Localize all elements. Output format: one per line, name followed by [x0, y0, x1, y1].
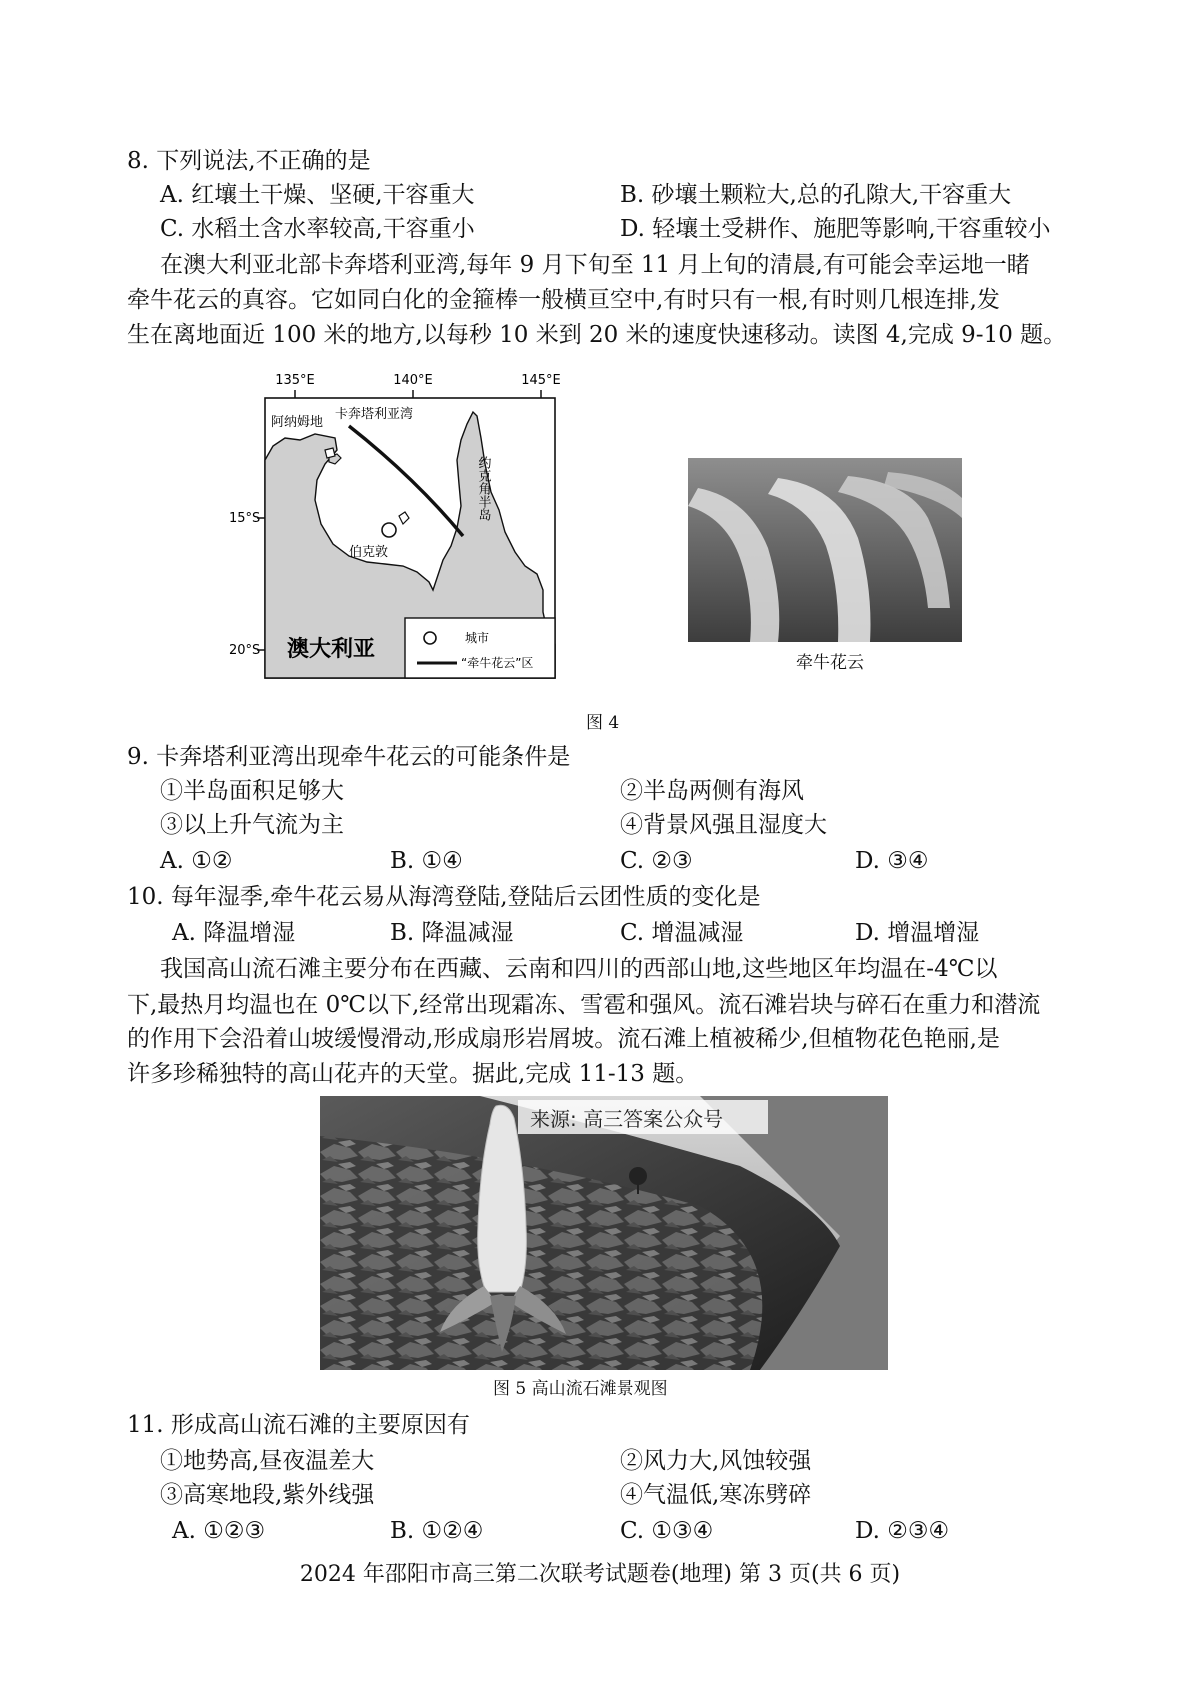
intro-9-10-line-3: 生在离地面近 100 米的地方,以每秒 10 米到 20 米的速度快速移动。读图 4,完成 9-10 题。	[127, 322, 1067, 348]
intro-11-13-line-4: 许多珍稀独特的高山花卉的天堂。据此,完成 11-13 题。	[127, 1061, 699, 1087]
q8-option-b: B. 砂壤土颗粒大,总的孔隙大,干容重大	[620, 182, 1012, 208]
map-label-cape	[476, 456, 492, 521]
map-lon-145: 145°E	[521, 373, 561, 388]
q11-item-3: ③高寒地段,紫外线强	[160, 1482, 375, 1508]
map-lat-15: 15°S	[229, 511, 261, 526]
q11-option-d: D. ②③④	[855, 1518, 950, 1544]
map-city-icon	[382, 523, 396, 537]
q8-option-c: C. 水稻土含水率较高,干容重小	[160, 216, 475, 242]
q9-stem: 9. 卡奔塔利亚湾出现牵牛花云的可能条件是	[127, 744, 571, 770]
q11-option-a: A. ①②③	[172, 1518, 266, 1544]
map-lon-135: 135°E	[275, 373, 315, 388]
q9-option-b: B. ①④	[390, 848, 463, 874]
figure5-scree-photo	[320, 1096, 888, 1370]
map-label-gulf: 卡奔塔利亚湾	[335, 407, 414, 422]
q8-stem: 8. 下列说法,不正确的是	[127, 148, 371, 174]
q9-item-2: ②半岛两侧有海风	[620, 778, 804, 804]
map-label-arnhem: 阿纳姆地	[271, 415, 324, 430]
map-label-australia: 澳大利亚	[287, 637, 376, 662]
page-footer: 2024 年邵阳市高三第二次联考试题卷(地理) 第 3 页(共 6 页)	[299, 1562, 901, 1587]
legend-city-label: 城市	[465, 631, 490, 645]
intro-11-13-line-1: 我国高山流石滩主要分布在西藏、云南和四川的西部山地,这些地区年均温在-4℃以	[160, 956, 998, 982]
q9-option-a: A. ①②	[160, 848, 233, 874]
map-lon-140: 140°E	[393, 373, 433, 388]
q9-item-1: ①半岛面积足够大	[160, 778, 344, 804]
q9-item-3: ③以上升气流为主	[160, 812, 344, 838]
intro-9-10-line-1: 在澳大利亚北部卡奔塔利亚湾,每年 9 月下旬至 11 月上旬的清晨,有可能会幸运地一睹	[160, 252, 1030, 278]
intro-9-10-line-2: 牵牛花云的真容。它如同白化的金箍棒一般横亘空中,有时只有一根,有时则几根连排,发	[127, 287, 1000, 313]
figure5-watermark: 来源: 高三答案公众号	[530, 1107, 724, 1131]
q10-option-c: C. 增温减湿	[620, 920, 744, 946]
q9-option-c: C. ②③	[620, 848, 693, 874]
figure4-caption: 图 4	[586, 713, 620, 733]
figure5-caption: 图 5 高山流石滩景观图	[493, 1379, 668, 1399]
q9-item-4: ④背景风强且湿度大	[620, 812, 827, 838]
q11-item-1: ①地势高,昼夜温差大	[160, 1448, 375, 1474]
q11-item-4: ④气温低,寒冻劈碎	[620, 1482, 812, 1508]
q10-option-b: B. 降温减湿	[390, 920, 514, 946]
intro-11-13-line-2: 下,最热月均温也在 0℃以下,经常出现霜冻、雪雹和强风。流石滩岩块与碎石在重力和潜流	[127, 992, 1041, 1018]
q8-option-d: D. 轻壤土受耕作、施肥等影响,干容重较小	[620, 216, 1051, 242]
figure4-photo-caption: 牵牛花云	[796, 653, 864, 673]
q11-item-2: ②风力大,风蚀较强	[620, 1448, 812, 1474]
q10-option-d: D. 增温增湿	[855, 920, 980, 946]
map-label-burketown: 伯克敦	[349, 545, 389, 560]
q9-option-d: D. ③④	[855, 848, 929, 874]
q11-option-b: B. ①②④	[390, 1518, 484, 1544]
figure4-map	[225, 368, 615, 708]
figure4-cloud-photo	[688, 458, 962, 642]
q10-option-a: A. 降温增湿	[172, 920, 296, 946]
legend-city-icon	[424, 632, 436, 644]
q10-stem: 10. 每年湿季,牵牛花云易从海湾登陆,登陆后云团性质的变化是	[127, 884, 761, 910]
q8-option-a: A. 红壤土干燥、坚硬,干容重大	[160, 182, 475, 208]
q11-option-c: C. ①③④	[620, 1518, 714, 1544]
legend-cloud-label: “牵牛花云”区	[461, 656, 534, 670]
svg-text:约克角半岛: 约克角半岛	[475, 456, 491, 521]
q11-stem: 11. 形成高山流石滩的主要原因有	[127, 1412, 470, 1438]
map-lat-20: 20°S	[229, 643, 261, 658]
intro-11-13-line-3: 的作用下会沿着山坡缓慢滑动,形成扇形岩屑坡。流石滩上植被稀少,但植物花色艳丽,是	[127, 1026, 1000, 1052]
